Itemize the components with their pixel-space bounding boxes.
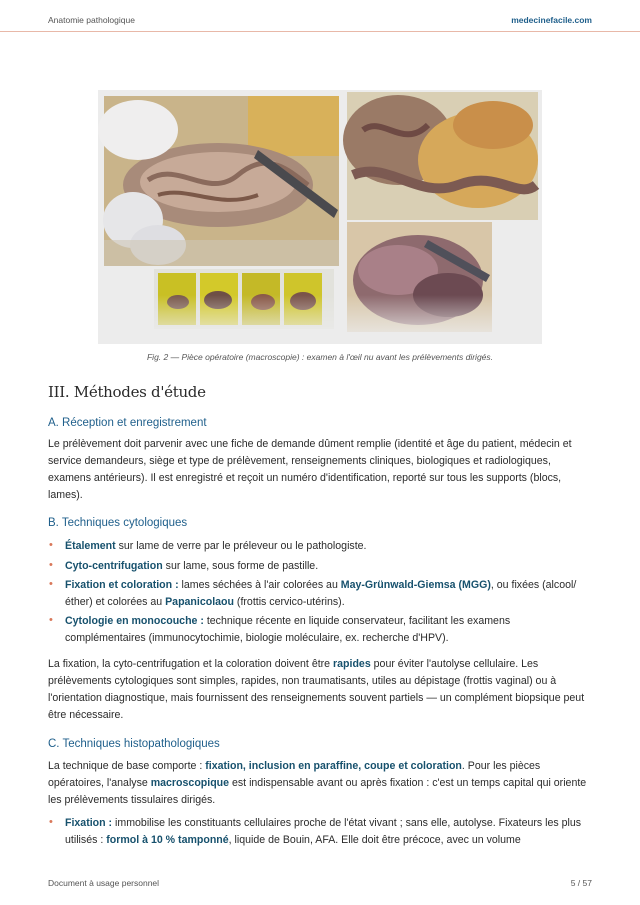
emphasis-text: Papanicolaou — [165, 595, 234, 608]
gloved-hands-specimen-photo — [98, 96, 339, 266]
subsection-c-text — [48, 758, 592, 809]
page-footer — [48, 878, 592, 888]
specimen-figure — [98, 90, 542, 344]
body-text: , liquide de Bouin, AFA. Elle doit être précoce, avec un volume — [228, 833, 521, 846]
body-text: est indispensable avant ou après fixation : c'est un temps capital qui oriente les prélèvements tissulaires dirigés. — [48, 777, 587, 806]
body-text: technique récente en liquide conservateur, facilitant les examens complémentaires (immunocytochimie, biologie moléculaire, ex. recherche d'HPV). — [65, 615, 511, 644]
body-text: (frottis cervico-utérins). — [233, 595, 345, 608]
body-text: . Pour les pièces opératoires, l'analyse — [48, 760, 541, 789]
list-item — [48, 577, 592, 610]
body-text: sur lame de verre par le préleveur ou le pathologiste. — [115, 540, 367, 552]
list-item — [48, 558, 592, 575]
body-text: immobilise les constituants cellulaires proche de l'état vivant ; sans elle, autolyse. Fixateurs les plus utilisés : — [65, 817, 582, 846]
bullet-icon: • — [49, 614, 53, 626]
subsection-b-text — [48, 656, 592, 724]
histopathology-steps-list — [48, 815, 592, 851]
body-text: La technique de base comporte : — [48, 760, 206, 772]
figure-caption: Fig. 2 — Pièce opératoire (macroscopie) : examen à l'œil nu avant les prélèvements dirigés. — [146, 352, 494, 362]
section-title: III. Méthodes d'étude — [48, 383, 206, 401]
emphasis-text: rapides — [333, 658, 371, 670]
emphasis-text: Cytologie en monocouche : — [65, 615, 204, 627]
body-text: pour éviter l'autolyse cellulaire. Les prélèvements cytologiques sont simples, rapides, non traumatisants, utiles au dépistage (frottis vaginal) ou à l'orientation diagnostique, mais fournissent des renseignements souvent partiels — un complément biopsique peut être nécessaire. — [48, 658, 585, 721]
emphasis-text: macroscopique — [150, 777, 230, 789]
body-text: sur lame, sous forme de pastille. — [162, 559, 319, 572]
emphasis-text: Fixation et coloration : — [65, 579, 179, 591]
body-text: , ou fixées (alcool/éther) et colorées au — [65, 579, 577, 608]
subsection-c-title: C. Techniques histopathologiques — [48, 738, 220, 750]
header-site-link[interactable]: medecinefacile.com — [511, 15, 592, 25]
resected-tissue-photo — [343, 92, 538, 220]
emphasis-text: formol à 10 % tamponné — [106, 833, 229, 846]
bullet-icon: • — [49, 816, 53, 828]
emphasis-text: Cyto-centrifugation — [65, 559, 163, 572]
bullet-icon: • — [49, 578, 53, 590]
emphasis-text: fixation, inclusion en paraffine, coupe et coloration — [205, 760, 462, 772]
body-text: lames séchées à l'air colorées au — [178, 579, 341, 591]
subsection-a-title: A. Réception et enregistrement — [48, 417, 207, 429]
subsection-a-text: Le prélèvement doit parvenir avec une fiche de demande dûment remplie (identité et âge du patient, médecin et service demandeurs, siège et type de prélèvement, renseignements cliniques, biologiques et radiologiques, examens antérieurs). Il est enregistré et reçoit un numéro d'identification, reporté sur tous les supports (blocs, lames). — [48, 438, 572, 501]
emphasis-text: May-Grünwald-Giemsa (MGG) — [340, 579, 491, 591]
bullet-icon: • — [49, 539, 53, 551]
specimen-photos — [98, 90, 542, 344]
list-item — [48, 613, 592, 646]
emphasis-text: Fixation : — [65, 817, 113, 829]
list-item — [48, 538, 592, 555]
page-header — [0, 0, 640, 32]
subsection-b-title: B. Techniques cytologiques — [48, 517, 188, 529]
emphasis-text: Étalement — [65, 540, 116, 552]
footer-note: Document à usage personnel — [48, 878, 160, 888]
page-number: 5 / 57 — [570, 878, 592, 888]
list-item — [48, 815, 592, 848]
body-text: La fixation, la cyto-centrifugation et la coloration doivent être — [48, 658, 334, 670]
header-title: Anatomie pathologique — [48, 15, 135, 25]
bullet-icon: • — [49, 558, 53, 571]
cytology-techniques-list — [48, 538, 592, 649]
